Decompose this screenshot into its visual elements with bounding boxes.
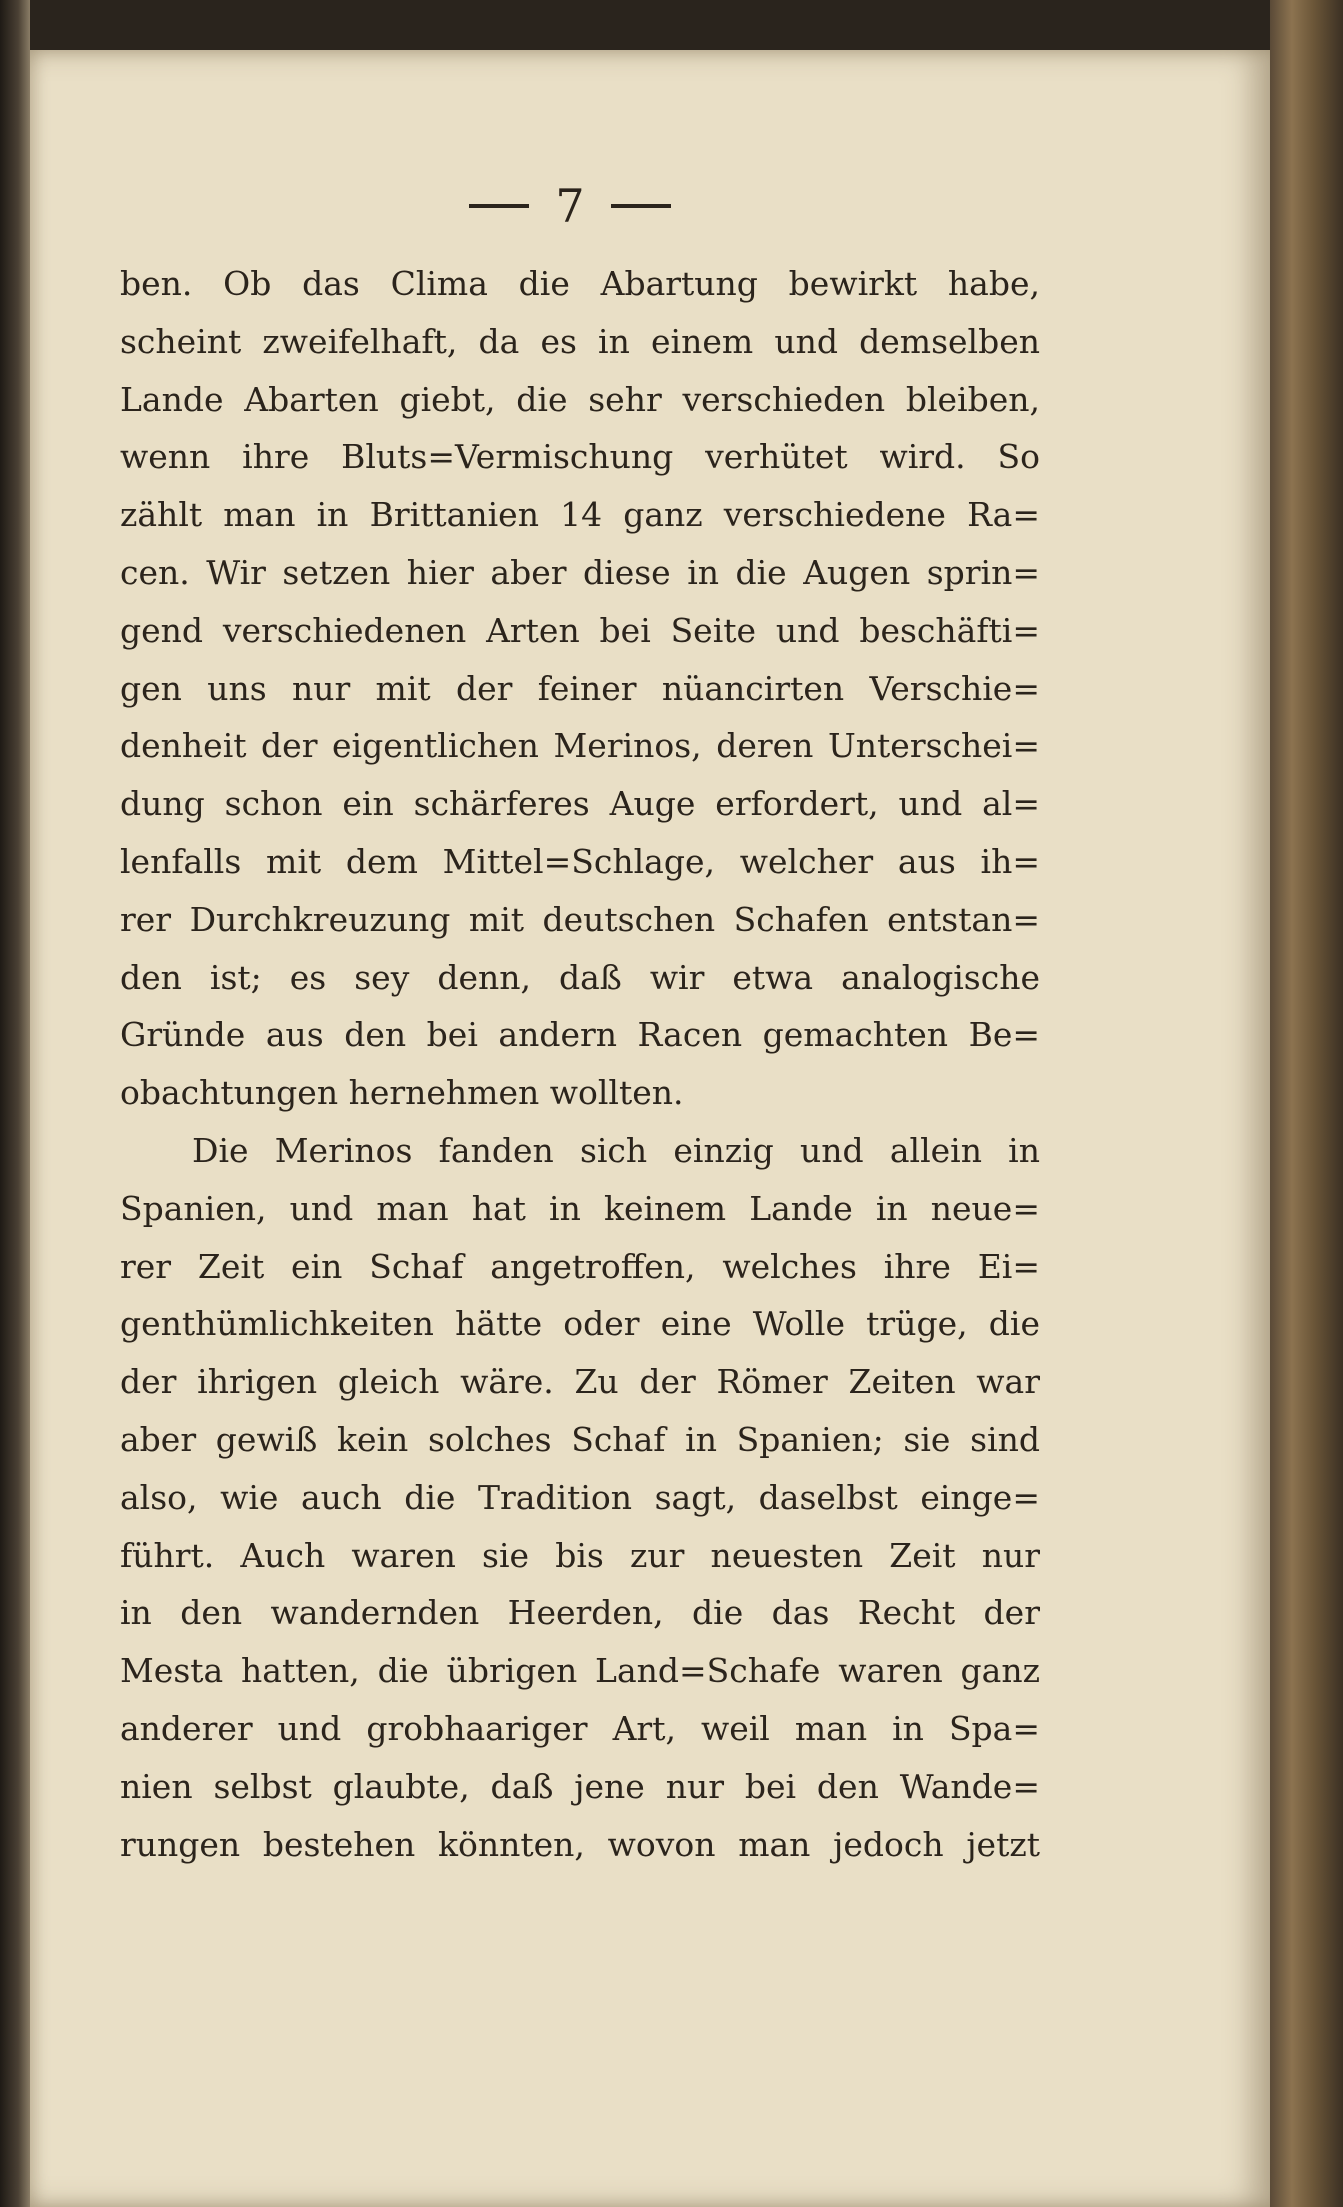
book-spine xyxy=(1270,0,1343,2207)
text-line: denheit der eigentlichen Merinos, deren Unterschei= xyxy=(120,726,1040,766)
paragraph-start-line: Die Merinos fanden sich einzig und allein in xyxy=(192,1130,1040,1170)
text-line: Lande Abarten giebt, die sehr verschieden bleiben, xyxy=(120,379,1040,419)
text-line: rungen bestehen könnten, wovon man jedoch jetzt xyxy=(120,1824,1040,1864)
text-line: cen. Wir setzen hier aber diese in die Augen sprin= xyxy=(120,552,1040,592)
text-line: in den wandernden Heerden, die das Recht der xyxy=(120,1593,1040,1633)
text-line: wenn ihre Bluts=Vermischung verhütet wird. So xyxy=(120,437,1040,477)
text-line: ben. Ob das Clima die Abartung bewirkt habe, xyxy=(120,264,1040,303)
text-line: Spanien, und man hat in keinem Lande in neue= xyxy=(120,1188,1040,1228)
text-line: anderer und grobhaariger Art, weil man in Spa= xyxy=(120,1708,1040,1748)
text-line: nien selbst glaubte, daß jene nur bei den Wande= xyxy=(120,1766,1040,1806)
header-dash-right xyxy=(611,204,671,208)
text-line: scheint zweifelhaft, da es in einem und demselben xyxy=(120,321,1040,361)
text-line: also, wie auch die Tradition sagt, daselbst einge= xyxy=(120,1477,1040,1517)
text-line: rer Durchkreuzung mit deutschen Schafen entstan= xyxy=(120,899,1040,939)
text-line: der ihrigen gleich wäre. Zu der Römer Zeiten war xyxy=(120,1362,1040,1402)
page-header xyxy=(440,176,700,236)
page-number: 7 xyxy=(555,179,585,233)
book-left-edge xyxy=(0,0,30,2207)
text-line: dung schon ein schärferes Auge erfordert, und al= xyxy=(120,784,1040,824)
text-line: rer Zeit ein Schaf angetroffen, welches ihre Ei= xyxy=(120,1246,1040,1286)
text-line: gen uns nur mit der feiner nüancirten Verschie= xyxy=(120,668,1040,708)
text-line: gend verschiedenen Arten bei Seite und beschäfti= xyxy=(120,610,1040,650)
text-line: den ist; es sey denn, daß wir etwa analogische xyxy=(120,957,1040,997)
text-line: zählt man in Brittanien 14 ganz verschiedene Ra= xyxy=(120,495,1040,535)
text-line: genthümlichkeiten hätte oder eine Wolle trüge, die xyxy=(120,1304,1040,1344)
body-text xyxy=(120,255,1040,1873)
text-line: Gründe aus den bei andern Racen gemachten Be= xyxy=(120,1015,1040,1055)
text-line: aber gewiß kein solches Schaf in Spanien; sie sind xyxy=(120,1419,1040,1459)
paragraph-end-line: obachtungen hernehmen wollten. xyxy=(120,1073,684,1113)
text-line: Mesta hatten, die übrigen Land=Schafe waren ganz xyxy=(120,1651,1040,1691)
text-line: lenfalls mit dem Mittel=Schlage, welcher aus ih= xyxy=(120,841,1040,881)
text-line: führt. Auch waren sie bis zur neuesten Zeit nur xyxy=(120,1535,1040,1575)
header-dash-left xyxy=(469,204,529,208)
